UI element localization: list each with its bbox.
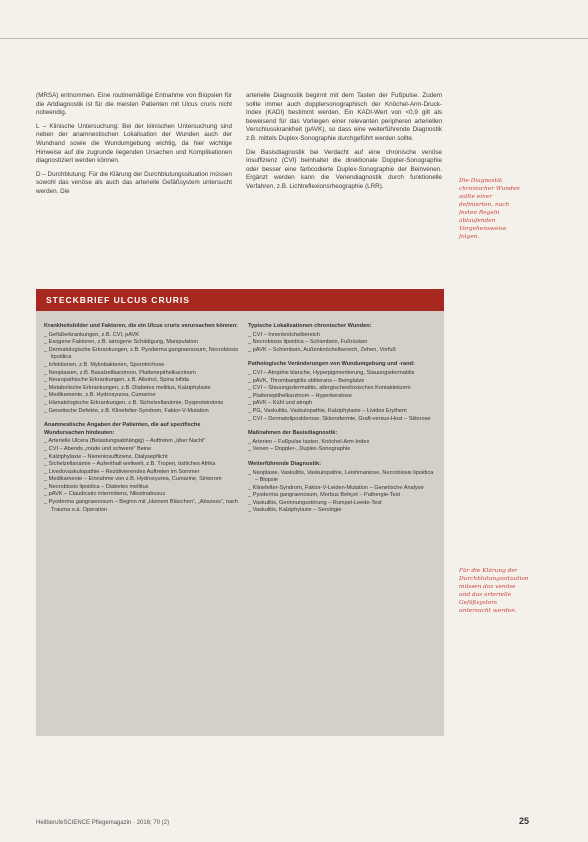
info-section-title: Maßnahmen der Basisdiagnostik: xyxy=(248,430,338,437)
body-paragraph: L – Klinische Untersuchung: Bei der klinischen Untersuchung sind neben der anamnestischen Lokalisation der Wunden auch der Wundrand sowie die Wundumgebung wichtig, da hier wichtige Hinweise auf die zugrunde liegenden Ursachen und Komplikationen diagnostiziert werden können. xyxy=(36,122,232,165)
margin-note: Die Diagnostik chronischer Wunden sollte einer definierten, nach festen Regeln ablaufenden Vorgehensweise folgen. xyxy=(459,178,520,240)
info-list-item: _ Neoplasien, z.B. Basalzellkarzinom, Plattenepithelkarzinom xyxy=(44,370,240,378)
body-column-right xyxy=(246,92,442,197)
info-box-title: STECKBRIEF ULCUS CRURIS xyxy=(36,289,444,311)
info-list-item: _ Dermatologische Erkrankungen, z.B. Pyoderma gangraenosum, Necrobiosis lipoidica xyxy=(44,347,240,362)
info-section xyxy=(44,422,240,514)
info-list-item: _ pAVK – Claudicatio intermittens, Nikotinabusus xyxy=(44,491,240,499)
info-list-item: _ Medikamente – Einnahme von z.B. Hydroxyurea, Cumarine, Sinterom xyxy=(44,476,240,484)
margin-note: Für die Klärung der Durchblutungssituation müssen das venöse und das arterielle Gefäßsystem untersucht werden. xyxy=(459,568,529,614)
info-list-item: _ Kalziphylaxie – Niereninsuffizienz, Dialysepflicht xyxy=(44,454,240,462)
info-section-title: Anamnestische Angaben der Patienten, die auf spezifische Wundursachen hindeuten: xyxy=(44,422,201,436)
info-section-title: Krankheitsbilder und Faktoren, die ein Ulcus cruris verursachen können: xyxy=(44,323,238,329)
info-list-item: _ CVI – Innenknöchelbereich xyxy=(248,332,438,340)
info-list-item: _ Necrobiosis lipoidica – Diabetes mellitus xyxy=(44,484,240,492)
info-list-item: _ pAVK, Thrombangiitis obliterans – Beinglatze xyxy=(248,378,438,386)
info-section-title: Pathologische Veränderungen von Wundumgebung und -rand: xyxy=(248,361,415,368)
info-list-item: _ CVI – Stauungsdermatitis, allergisches/toxisches Kontaktekzem xyxy=(248,385,438,393)
info-list-item: _ Gefäßerkrankungen, z.B. CVI, pAVK xyxy=(44,332,240,340)
info-section xyxy=(248,323,438,354)
info-box-column-right xyxy=(248,323,438,522)
info-list-item: _ CVI – Dermatoliposklerose, Sklerodermie, Graft-versus-Host – Sklerose xyxy=(248,416,438,424)
info-section xyxy=(44,323,240,415)
page-number: 25 xyxy=(519,816,530,826)
info-list-item: _ Necrobiosis lipoidica – Schienbein, Fußrücken xyxy=(248,339,438,347)
info-list-item: _ Metabolische Erkrankungen, z.B. Diabetes mellitus, Kalziphylaxie xyxy=(44,385,240,393)
info-list-item: _ Exogene Faktoren, z.B. iatrogene Schädigung, Manipulation xyxy=(44,339,240,347)
body-paragraph: D – Durchblutung: Für die Klärung der Durchblutungssituation müssen sowohl das venöse als auch das arterielle Gefäßsystem untersucht werden. Die xyxy=(36,170,233,195)
info-list-item: _ Neuropathische Erkrankungen, z.B. Alkohol, Spina bifida xyxy=(44,377,240,385)
info-list-item: _ Genetische Defekte, z.B. Klinefelter-Syndrom, Faktor-V-Mutation xyxy=(44,408,240,416)
info-list-item: _ Venen – Doppler-, Duplex-Sonographie xyxy=(248,446,438,454)
info-list-item: _ Vaskulitis, Gerinnungsstörung – Rumpel-Leede-Test xyxy=(248,500,438,508)
info-list-item: _ Pyoderma gangraenosum – Beginn mit „kleinem Bläschen“, „Abszess“, nach Trauma o.ä. Operation xyxy=(44,499,240,514)
body-paragraph: (MRSA) entnommen. Eine routinemäßige Entnahme von Biopsien für die Artdiagnostik ist für die meisten Patienten mit Ulcus cruris nicht notwendig. xyxy=(36,92,232,117)
info-list-item: _ Neoplasie, Vaskulitis, Vaskulopathie, Leishmaniose, Necrobiosis lipoidica – Biopsie xyxy=(248,470,438,485)
info-box-column-left xyxy=(44,323,240,521)
info-list-item: _ Pyoderma gangraenosum, Morbus Behçet – Pathergie-Test xyxy=(248,492,438,500)
info-list-item: _ Medikamente, z.B. Hydroxyurea, Cumarine xyxy=(44,392,240,400)
info-list-item: _ Hämatologische Erkrankungen, z.B. Sichelzellanämie, Dysproteinämie xyxy=(44,400,240,408)
info-list-item: _ Arterien – Fußpulse tasten, Knöchel-Arm-Index xyxy=(248,439,438,447)
info-list-item: _ PG, Vaskulitis, Vaskulopathie, Kalziphylaxie – Livides Erythem xyxy=(248,408,438,416)
info-list-item: _ Livedovaskulopathie – Rezidivierendes Auftreten im Sommer xyxy=(44,469,240,477)
info-list-item: _ pAVK – Kühl und atroph xyxy=(248,400,438,408)
info-list-item: _ Plattenepithelkarzinom – Hyperkeratose xyxy=(248,393,438,401)
info-box xyxy=(36,289,444,736)
info-list-item: _ CVI – Atrophie blanche, Hyperpigmentierung, Stauungsdermatitis xyxy=(248,370,438,378)
top-rule xyxy=(0,38,588,39)
info-list-item: _ Sichelzellanämie – Aufenthalt weltweit, z.B. Tropen, östliches Afrika xyxy=(44,461,240,469)
info-list-item: _ Klinefelter-Syndrom, Faktor-V-Leiden-Mutation – Genetische Analyse xyxy=(248,485,438,493)
info-list-item: _ pAVK – Schienbein, Außenknöchelbereich, Zehen, Vorfuß xyxy=(248,347,438,355)
body-paragraph: Die Basisdiagnostik bei Verdacht auf eine chronische venöse Insuffizienz (CVI) beinhaltet die direktionale Doppler-Sonographie oder besser eine farbcodierte Duplex-Sonographie der Beinvenen. Ergänzt werden kann die Venendiagnostik durch funktionelle Verfahren, z.B. Lichtreflexionsrheographie (LRR). xyxy=(246,148,442,190)
body-paragraph: arterielle Diagnostik beginnt mit dem Tasten der Fußpulse. Zudem sollte immer auch dopplersonographisch der Knöchel-Arm-Druck-Index (KADI) bestimmt werden. Ein KADI-Wert von <0,9 gilt als beweisend für das Vorliegen einer relevanten peripheren arteriellen Verschlusskrankheit (pAVK), so dass eine weiterführende Diagnostik z.B. mittels Duplex-Sonographie durchgeführt werden sollte. xyxy=(246,92,442,142)
footer-journal: HeilberufeSCIENCE Pflegemagazin · 2016; 70 (2) xyxy=(36,820,170,826)
info-section-title: Typische Lokalisationen chronischer Wunden: xyxy=(248,323,372,329)
info-list-item: _ Infektionen, z.B. Mykobakterien, Sporotrichose xyxy=(44,362,240,370)
info-section xyxy=(248,461,438,515)
info-section xyxy=(248,361,438,423)
info-section xyxy=(248,430,438,454)
info-section-title: Weiterführende Diagnostik: xyxy=(248,460,321,467)
info-list-item: _ CVI – Abends „müde und schwere“ Beine xyxy=(44,446,240,454)
info-list-item: _ Arterielle Ulcera (Belastungsabhängig) – Auftreten „über Nacht“ xyxy=(44,438,240,446)
info-list-item: _ Vaskulitis, Kalziphylaxie – Serologie xyxy=(248,507,438,515)
body-column-left xyxy=(36,92,232,202)
